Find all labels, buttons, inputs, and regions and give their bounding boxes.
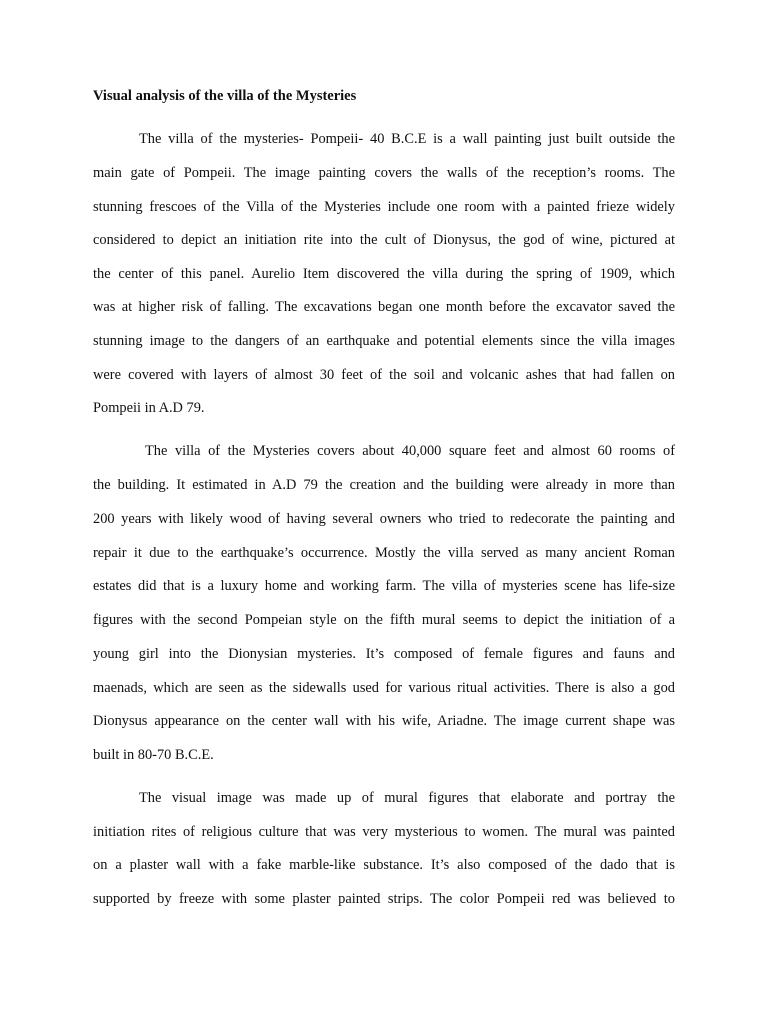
- paragraph-2-line-1: The villa of the Mysteries covers about 40,000 square feet and almost 60 rooms of: [145, 443, 675, 459]
- paragraph-1-line-5: the center of this panel. Aurelio Item discovered the villa during the spring of 1909, which: [93, 266, 675, 282]
- paragraph-2-line-6: figures with the second Pompeian style on the fifth mural seems to depict the initiation of a: [93, 612, 675, 628]
- document-title: Visual analysis of the villa of the Mysteries: [93, 88, 357, 104]
- paragraph-2-line-5: estates did that is a luxury home and working farm. The villa of mysteries scene has life-size: [93, 578, 675, 594]
- paragraph-1-line-9: Pompeii in A.D 79.: [93, 400, 205, 416]
- paragraph-2-line-7: young girl into the Dionysian mysteries. It’s composed of female figures and fauns and: [93, 646, 675, 662]
- paragraph-3-line-2: initiation rites of religious culture that was very mysterious to women. The mural was painted: [93, 824, 675, 840]
- paragraph-1-line-7: stunning image to the dangers of an earthquake and potential elements since the villa images: [93, 333, 675, 349]
- paragraph-2-line-3: 200 years with likely wood of having several owners who tried to redecorate the painting and: [93, 511, 675, 527]
- paragraph-1-line-1: The villa of the mysteries- Pompeii- 40 B.C.E is a wall painting just built outside the: [139, 131, 675, 147]
- paragraph-2-line-10: built in 80-70 B.C.E.: [93, 747, 214, 763]
- paragraph-3-line-4: supported by freeze with some plaster painted strips. The color Pompeii red was believed to: [93, 891, 675, 907]
- paragraph-2-line-4: repair it due to the earthquake’s occurrence. Mostly the villa served as many ancient Roman: [93, 545, 675, 561]
- paragraph-1-line-3: stunning frescoes of the Villa of the Mysteries include one room with a painted frieze widely: [93, 199, 675, 215]
- paragraph-1-line-6: was at higher risk of falling. The excavations began one month before the excavator saved the: [93, 299, 675, 315]
- paragraph-3-line-1: The visual image was made up of mural figures that elaborate and portray the: [139, 790, 675, 806]
- paragraph-3-line-3: on a plaster wall with a fake marble-like substance. It’s also composed of the dado that is: [93, 857, 675, 873]
- paragraph-2-line-2: the building. It estimated in A.D 79 the creation and the building were already in more than: [93, 477, 675, 493]
- paragraph-1-line-2: main gate of Pompeii. The image painting covers the walls of the reception’s rooms. The: [93, 165, 675, 181]
- paragraph-1-line-8: were covered with layers of almost 30 feet of the soil and volcanic ashes that had fallen on: [93, 367, 675, 383]
- paragraph-1-line-4: considered to depict an initiation rite into the cult of Dionysus, the god of wine, pictured at: [93, 232, 675, 248]
- paragraph-2-line-8: maenads, which are seen as the sidewalls used for various ritual activities. There is also a god: [93, 680, 675, 696]
- paragraph-2-line-9: Dionysus appearance on the center wall with his wife, Ariadne. The image current shape was: [93, 713, 675, 729]
